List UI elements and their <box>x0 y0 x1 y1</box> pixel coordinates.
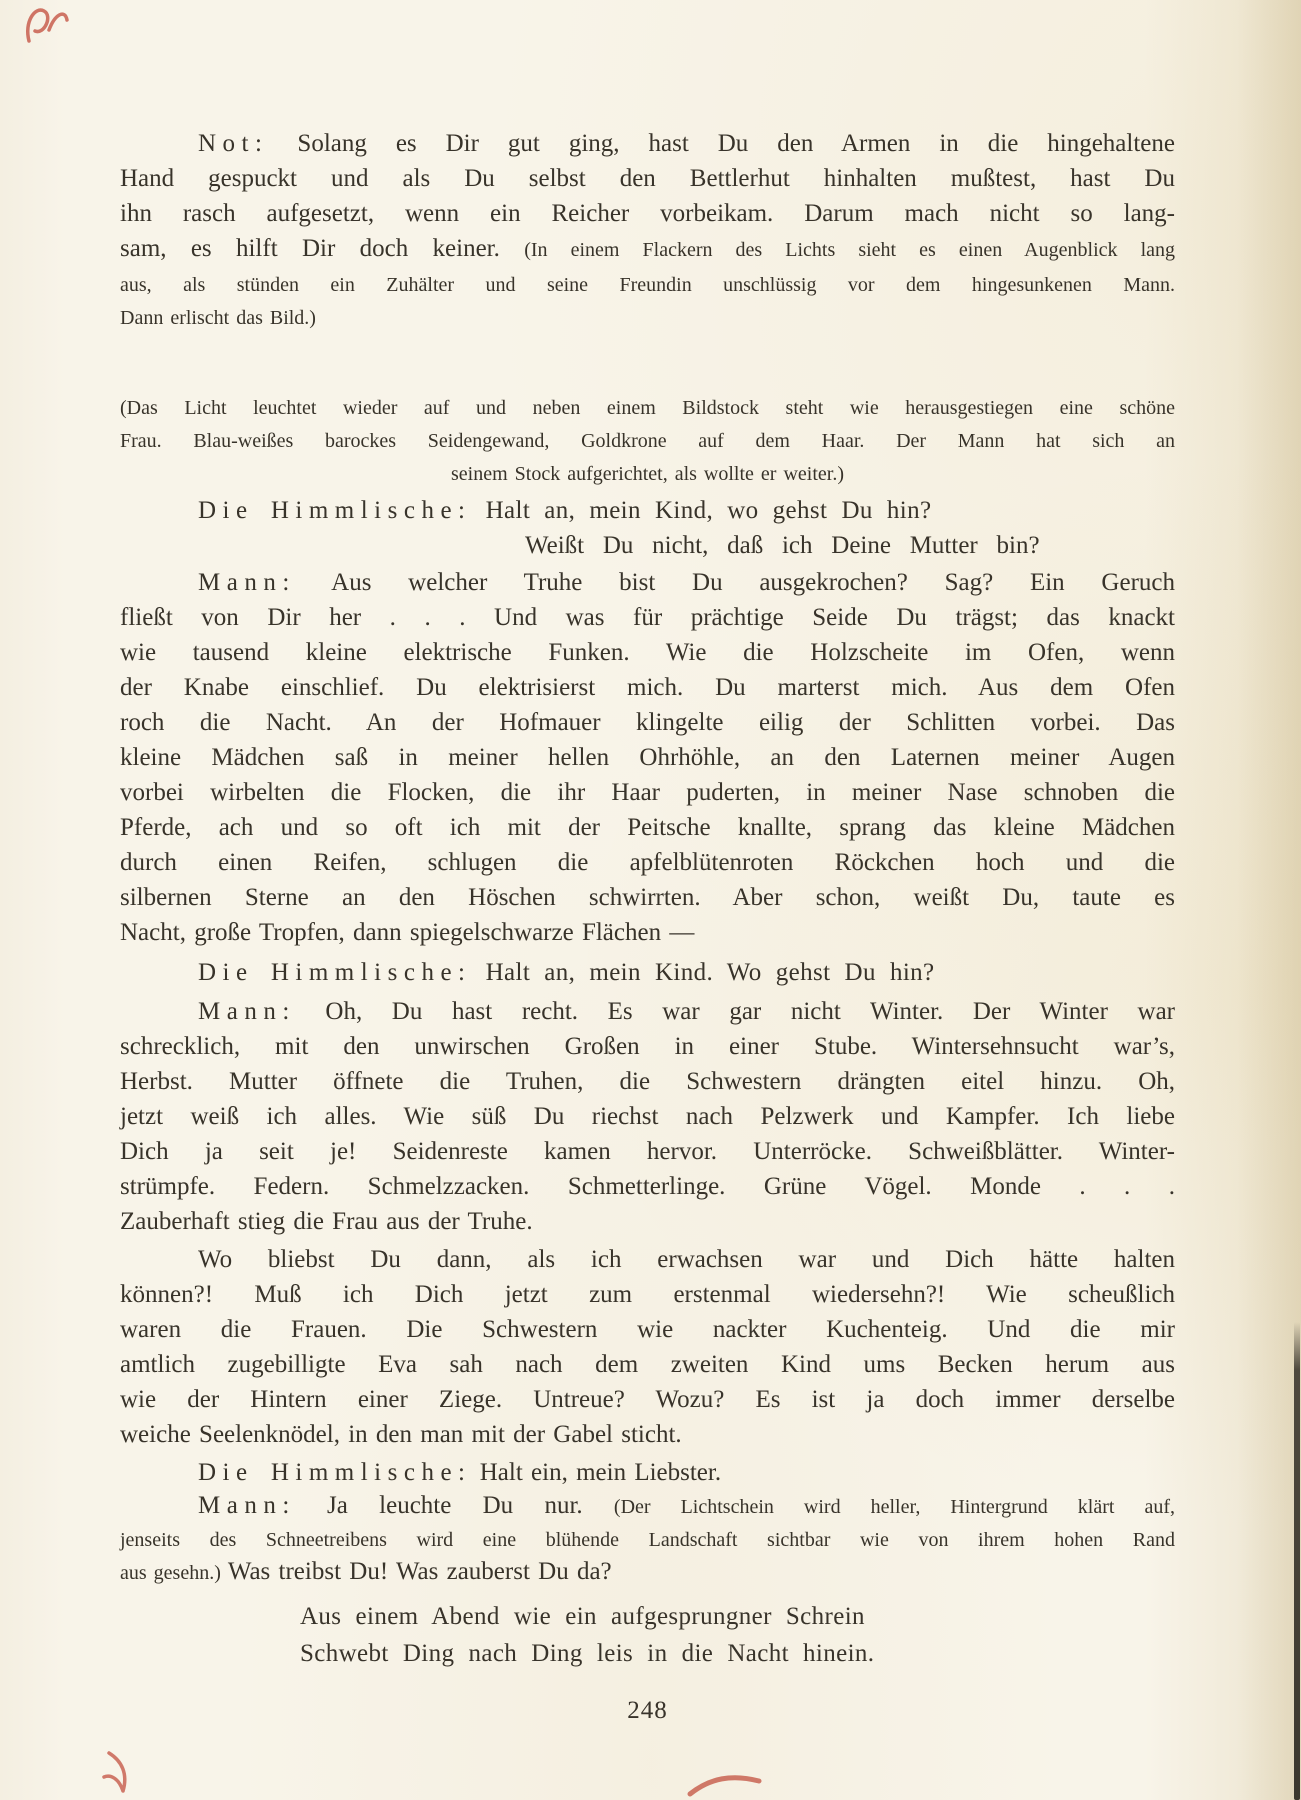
text-block <box>120 126 1175 1672</box>
text-line <box>120 1169 1175 1204</box>
text-line <box>120 1134 1175 1169</box>
text-segment: (Der Lichtschein wird heller, Hintergrund klärt auf, <box>613 1496 1175 1518</box>
text-segment: jenseits des Schneetreibens wird eine blühende Landschaft sichtbar wie von ihrem hohen Rand <box>120 1529 1175 1551</box>
text-segment: der Knabe einschlief. Du elektrisierst mich. Du marterst mich. Aus dem Ofen <box>120 674 1175 701</box>
text-line <box>120 1204 1175 1239</box>
red-pencil-mark-top-left <box>22 2 70 48</box>
text-line <box>120 424 1175 457</box>
text-segment: seinem Stock aufgerichtet, als wollte er weiter.) <box>451 463 844 485</box>
text-segment: Was treibst Du! Was zauberst Du da? <box>227 1558 612 1585</box>
text-segment: Frau. Blau-weißes barockes Seidengewand, Goldkrone auf dem Haar. Der Mann hat sich an <box>120 430 1175 452</box>
text-line <box>120 1417 1175 1452</box>
speaker-name: Mann: <box>198 998 296 1025</box>
text-segment: vorbei wirbelten die Flocken, die ihr Haar puderten, in meiner Nase schnoben die <box>120 779 1175 806</box>
text-line <box>120 1556 1175 1589</box>
text-segment: roch die Nacht. An der Hofmauer klingelte eilig der Schlitten vorbei. Das <box>120 709 1175 736</box>
text-line <box>120 1635 1175 1672</box>
speaker-name: Mann: <box>198 1492 296 1519</box>
text-line <box>120 457 1175 490</box>
scan-edge-line <box>1294 1322 1300 1800</box>
text-line <box>120 268 1175 301</box>
text-segment: strümpfe. Federn. Schmelzzacken. Schmetterlinge. Grüne Vögel. Monde . . . <box>120 1173 1175 1200</box>
text-segment: Halt an, mein Kind, wo gehst Du hin? <box>471 497 932 524</box>
text-line <box>120 1598 1175 1635</box>
text-segment: können?! Muß ich Dich jetzt zum erstenmal wiedersehn?! Wie scheußlich <box>120 1281 1175 1308</box>
text-line <box>120 301 1175 334</box>
text-line <box>120 565 1175 600</box>
text-segment: Dich ja seit je! Seidenreste kamen hervor. Unterröcke. Schweißblätter. Winter- <box>120 1138 1175 1165</box>
text-line <box>120 1277 1175 1312</box>
text-line <box>120 810 1175 845</box>
paragraph-not <box>120 126 1175 334</box>
text-line <box>120 994 1175 1029</box>
paragraph-himm1 <box>120 493 1175 563</box>
text-segment: wie tausend kleine elektrische Funken. Wie die Holzscheite im Ofen, wenn <box>120 639 1175 666</box>
text-segment: Nacht, große Tropfen, dann spiegelschwarze Flächen — <box>120 919 695 946</box>
text-line <box>120 493 1175 528</box>
text-segment: sam, es hilft Dir doch keiner. <box>120 235 525 262</box>
text-line <box>120 196 1175 231</box>
text-line <box>120 528 1175 563</box>
paragraph-himm2 <box>120 955 1175 990</box>
text-line <box>120 915 1175 950</box>
paragraph-stage <box>120 391 1175 490</box>
speaker-name: Die Himmlische: <box>198 1459 472 1486</box>
text-line <box>120 740 1175 775</box>
text-line <box>120 670 1175 705</box>
text-segment: Aus welcher Truhe bist Du ausgekrochen? Sag? Ein Geruch <box>295 569 1175 596</box>
text-line <box>120 1382 1175 1417</box>
text-segment: wie der Hintern einer Ziege. Untreue? Wozu? Es ist ja doch immer derselbe <box>120 1386 1175 1413</box>
text-segment: fließt von Dir her . . . Und was für prächtige Seide Du trägst; das knackt <box>120 604 1175 631</box>
speaker-name: Die Himmlische: <box>198 959 472 986</box>
text-line <box>120 955 1175 990</box>
text-segment: (Das Licht leuchtet wieder auf und neben einem Bildstock steht wie herausgestiegen eine schöne <box>120 397 1175 419</box>
text-segment: Schwebt Ding nach Ding leis in die Nacht hinein. <box>300 1640 875 1667</box>
paragraph-mann2 <box>120 994 1175 1239</box>
paragraph-mann4 <box>120 1490 1175 1589</box>
text-line <box>120 126 1175 161</box>
text-segment: Halt an, mein Kind. Wo gehst Du hin? <box>471 959 935 986</box>
text-segment: aus, als stünden ein Zuhälter und seine Freundin unschlüssig vor dem hingesunkenen Mann. <box>120 274 1175 296</box>
speaker-name: Not: <box>198 130 269 157</box>
text-segment: Aus einem Abend wie ein aufgesprungner Schrein <box>300 1603 865 1630</box>
text-line <box>120 161 1175 196</box>
red-pencil-mark-bottom-center <box>686 1770 764 1800</box>
text-segment: silbernen Sterne an den Höschen schwirrten. Aber schon, weißt Du, taute es <box>120 884 1175 911</box>
text-segment: Zauberhaft stieg die Frau aus der Truhe. <box>120 1208 533 1235</box>
paragraph-mann1 <box>120 565 1175 950</box>
text-line <box>120 880 1175 915</box>
text-segment: Oh, Du hast recht. Es war gar nicht Winter. Der Winter war <box>295 998 1175 1025</box>
text-line <box>120 1523 1175 1556</box>
text-segment: Solang es Dir gut ging, hast Du den Armen in die hingehaltene <box>268 130 1175 157</box>
text-segment: Ja leuchte Du nur. <box>295 1492 614 1519</box>
text-line <box>120 1455 1175 1490</box>
text-segment: amtlich zugebilligte Eva sah nach dem zweiten Kind ums Becken herum aus <box>120 1351 1175 1378</box>
text-line <box>120 1099 1175 1134</box>
text-segment: Hand gespuckt und als Du selbst den Bettlerhut hinhalten mußtest, hast Du <box>120 165 1175 192</box>
text-segment: Wo bliebst Du dann, als ich erwachsen war und Dich hätte halten <box>198 1246 1175 1273</box>
text-line <box>120 705 1175 740</box>
text-segment: waren die Frauen. Die Schwestern wie nackter Kuchenteig. Und die mir <box>120 1316 1175 1343</box>
text-segment: kleine Mädchen saß in meiner hellen Ohrhöhle, an den Laternen meiner Augen <box>120 744 1175 771</box>
text-line <box>120 1347 1175 1382</box>
text-segment: schrecklich, mit den unwirschen Großen in einer Stube. Wintersehnsucht war’s, <box>120 1033 1175 1060</box>
text-segment: Pferde, ach und so oft ich mit der Peitsche knallte, sprang das kleine Mädchen <box>120 814 1175 841</box>
text-line <box>120 635 1175 670</box>
text-line <box>120 775 1175 810</box>
text-line <box>120 600 1175 635</box>
text-segment: (In einem Flackern des Lichts sieht es einen Augenblick lang <box>524 239 1175 261</box>
scan-gutter-shadow <box>1237 0 1301 1800</box>
text-segment: Halt ein, mein Liebster. <box>471 1459 722 1486</box>
speaker-name: Die Himmlische: <box>198 497 472 524</box>
text-segment: durch einen Reifen, schlugen die apfelblütenroten Röckchen hoch und die <box>120 849 1175 876</box>
text-line <box>120 231 1175 268</box>
text-line <box>120 1064 1175 1099</box>
text-line <box>120 1242 1175 1277</box>
text-segment: ihn rasch aufgesetzt, wenn ein Reicher vorbeikam. Darum mach nicht so lang- <box>120 200 1175 227</box>
text-line <box>120 1312 1175 1347</box>
text-segment: weiche Seelenknödel, in den man mit der Gabel sticht. <box>120 1421 682 1448</box>
text-line <box>120 391 1175 424</box>
red-pencil-mark-bottom-left <box>100 1748 144 1796</box>
text-segment: Dann erlischt das Bild.) <box>120 307 316 329</box>
text-segment: Herbst. Mutter öffnete die Truhen, die Schwestern drängten eitel hinzu. Oh, <box>120 1068 1175 1095</box>
text-segment: aus gesehn.) <box>120 1562 228 1584</box>
text-segment: jetzt weiß ich alles. Wie süß Du riechst nach Pelzwerk und Kampfer. Ich liebe <box>120 1103 1175 1130</box>
text-line <box>120 1490 1175 1523</box>
speaker-name: Mann: <box>198 569 296 596</box>
paragraph-himm3 <box>120 1455 1175 1490</box>
paragraph-wo-bliebst <box>120 1242 1175 1452</box>
text-line <box>120 845 1175 880</box>
text-line <box>120 1029 1175 1064</box>
page-number: 248 <box>627 1697 668 1724</box>
paragraph-verse <box>120 1598 1175 1672</box>
text-segment: Weißt Du nicht, daß ich Deine Mutter bin? <box>525 532 1040 559</box>
